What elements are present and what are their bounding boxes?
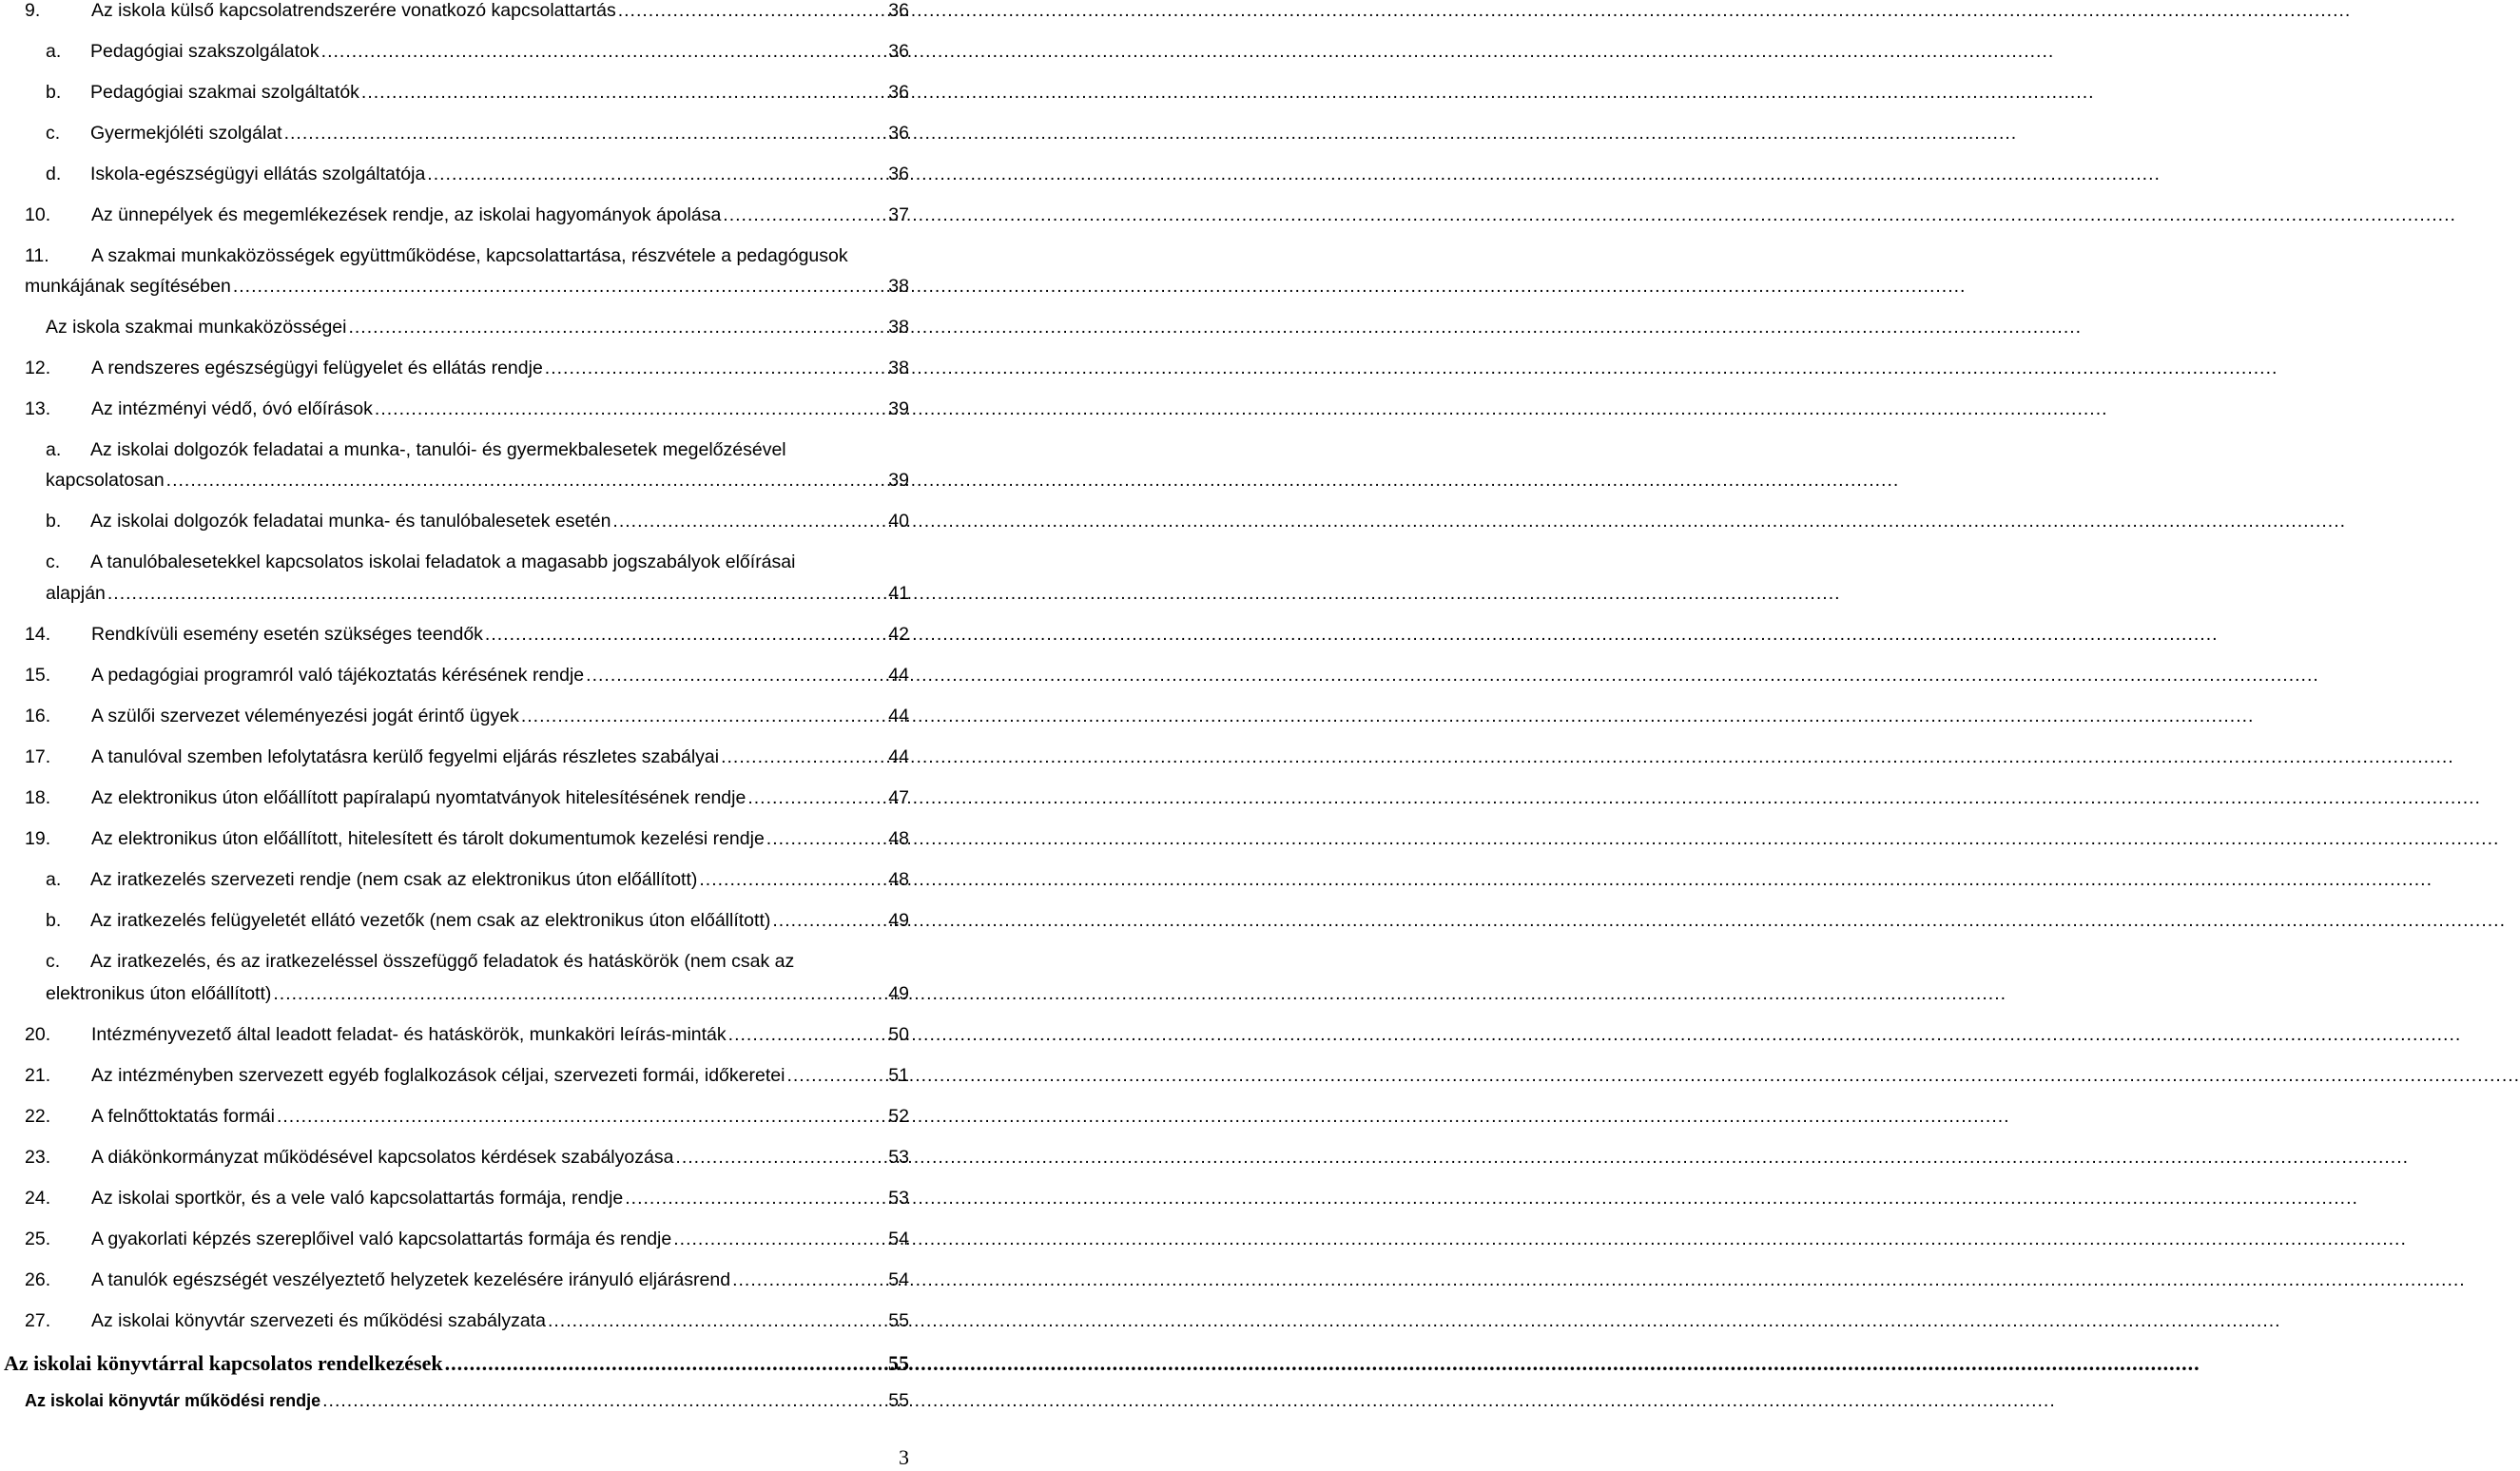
toc-page: 38 bbox=[888, 358, 909, 378]
toc-entry[interactable] bbox=[0, 398, 909, 427]
toc-page: 49 bbox=[888, 983, 909, 1004]
toc-page: 40 bbox=[888, 511, 909, 532]
toc-number: 21. bbox=[25, 1065, 51, 1086]
toc-entry[interactable] bbox=[0, 951, 909, 979]
toc-leader bbox=[612, 511, 886, 532]
toc-entry[interactable] bbox=[0, 1269, 909, 1298]
toc-leader bbox=[625, 1188, 886, 1210]
toc-title: Rendkívüli esemény esetén szükséges teendők bbox=[91, 624, 483, 645]
toc-page: 39 bbox=[888, 398, 909, 419]
toc-number: 13. bbox=[25, 398, 51, 419]
toc-title: Az intézményben szervezett egyéb foglalkozások céljai, szervezeti formái, időkeretei bbox=[91, 1065, 785, 1086]
toc-title: Az iskolai dolgozók feladatai munka- és tanulóbalesetek esetén bbox=[90, 511, 611, 532]
toc-entry[interactable] bbox=[0, 552, 909, 580]
toc-page: 50 bbox=[888, 1024, 909, 1045]
toc-page: 51 bbox=[888, 1065, 909, 1086]
toc-title: A tanulók egészségét veszélyeztető helyzetek kezelésére irányuló eljárásrend bbox=[91, 1269, 731, 1290]
toc-entry[interactable] bbox=[0, 358, 909, 386]
toc-leader bbox=[772, 910, 886, 932]
toc-leader bbox=[375, 398, 886, 420]
toc-page: 55 bbox=[888, 1310, 909, 1331]
toc-leader bbox=[548, 1310, 886, 1332]
toc-number: 20. bbox=[25, 1024, 51, 1045]
toc-entry-continuation[interactable] bbox=[0, 276, 909, 304]
toc-entry[interactable] bbox=[0, 317, 909, 345]
toc-page: 38 bbox=[888, 276, 909, 297]
toc-leader bbox=[273, 983, 886, 1005]
toc-leader bbox=[521, 706, 886, 727]
toc-page: 44 bbox=[888, 746, 909, 767]
toc-title: A diákönkormányzat működésével kapcsolatos kérdések szabályozása bbox=[91, 1147, 674, 1168]
toc-title: A felnőttoktatás formái bbox=[91, 1106, 275, 1127]
toc-number: 27. bbox=[25, 1310, 51, 1331]
toc-title: A szakmai munkaközösségek együttműködése, kapcsolattartása, részvétele a pedagógusok bbox=[91, 245, 848, 266]
toc-number: 14. bbox=[25, 624, 51, 645]
toc-page: 49 bbox=[888, 910, 909, 931]
toc-title-continued: munkájának segítésében bbox=[25, 276, 231, 297]
toc-entry[interactable] bbox=[0, 164, 909, 192]
toc-leader bbox=[485, 624, 886, 646]
toc-leader bbox=[732, 1269, 886, 1291]
toc-title: Az intézményi védő, óvó előírások bbox=[91, 398, 373, 419]
toc-entry[interactable] bbox=[0, 0, 909, 29]
toc-entry-continuation[interactable] bbox=[0, 583, 909, 611]
toc-page: 36 bbox=[888, 41, 909, 62]
toc-page: 37 bbox=[888, 204, 909, 225]
toc-page: 44 bbox=[888, 665, 909, 686]
toc-entry[interactable] bbox=[0, 746, 909, 775]
toc-entry[interactable] bbox=[0, 624, 909, 652]
toc-title: Az iskolai könyvtárral kapcsolatos rendelkezések bbox=[4, 1351, 443, 1375]
toc-leader bbox=[166, 470, 887, 492]
toc-title: Az iratkezelés, és az iratkezeléssel összefüggő feladatok és hatáskörök (nem csak az bbox=[90, 951, 795, 972]
toc-title: Az ünnepélyek és megemlékezések rendje, az iskolai hagyományok ápolása bbox=[91, 204, 722, 225]
toc-number: c. bbox=[46, 123, 61, 144]
toc-title: A gyakorlati képzés szereplőivel való kapcsolattartás formája és rendje bbox=[91, 1229, 672, 1249]
toc-entry[interactable] bbox=[0, 82, 909, 110]
toc-page: 36 bbox=[888, 164, 909, 184]
toc-page: 53 bbox=[888, 1188, 909, 1209]
toc-number: c. bbox=[46, 552, 61, 572]
toc-leader bbox=[618, 0, 887, 22]
toc-title: Az iratkezelés felügyeletét ellátó vezetők (nem csak az elektronikus úton előállított) bbox=[90, 910, 771, 931]
toc-page: 54 bbox=[888, 1269, 909, 1290]
toc-number: b. bbox=[46, 910, 62, 931]
toc-entry[interactable] bbox=[0, 910, 909, 939]
toc-page: 39 bbox=[888, 470, 909, 491]
toc-title: A tanulóval szemben lefolytatásra kerülő fegyelmi eljárás részletes szabályai bbox=[91, 746, 720, 767]
toc-number: 18. bbox=[25, 787, 51, 808]
toc-leader bbox=[277, 1106, 886, 1128]
toc-page: 52 bbox=[888, 1106, 909, 1127]
toc-heading-entry[interactable] bbox=[0, 1351, 909, 1380]
toc-number: 15. bbox=[25, 665, 51, 686]
toc-leader bbox=[322, 1390, 886, 1412]
toc-number: 24. bbox=[25, 1188, 51, 1209]
toc-leader bbox=[786, 1065, 886, 1087]
toc-title: Az iskolai sportkör, és a vele való kapcsolattartás formája, rendje bbox=[91, 1188, 624, 1209]
toc-title: Iskola-egészségügyi ellátás szolgáltatója bbox=[90, 164, 426, 184]
toc-page: 41 bbox=[888, 583, 909, 604]
toc-title: Az elektronikus úton előállított papíralapú nyomtatványok hitelesítésének rendje bbox=[91, 787, 746, 808]
toc-bold-entry[interactable] bbox=[0, 1390, 909, 1419]
toc-page: 55 bbox=[888, 1390, 909, 1411]
toc-title: Az iskolai könyvtár működési rendje bbox=[25, 1391, 321, 1410]
toc-leader bbox=[766, 828, 887, 850]
toc-entry[interactable] bbox=[0, 706, 909, 734]
toc-number: a. bbox=[46, 869, 62, 890]
toc-page: 47 bbox=[888, 787, 909, 808]
toc-number: 12. bbox=[25, 358, 51, 378]
toc-page: 36 bbox=[888, 0, 909, 21]
toc-title: Pedagógiai szakszolgálatok bbox=[90, 41, 320, 62]
toc-number: d. bbox=[46, 164, 62, 184]
toc-title: A tanulóbalesetekkel kapcsolatos iskolai feladatok a magasabb jogszabályok előírásai bbox=[90, 552, 796, 572]
toc-leader bbox=[586, 665, 886, 687]
toc-number: 23. bbox=[25, 1147, 51, 1168]
toc-leader bbox=[348, 317, 886, 339]
toc-number: a. bbox=[46, 439, 62, 460]
toc-page: 48 bbox=[888, 869, 909, 890]
toc-leader bbox=[427, 164, 886, 185]
toc-leader bbox=[321, 41, 887, 63]
toc-entry[interactable] bbox=[0, 439, 909, 468]
toc-entry[interactable] bbox=[0, 1188, 909, 1216]
toc-entry[interactable] bbox=[0, 1229, 909, 1257]
toc-entry[interactable] bbox=[0, 245, 909, 274]
toc-title: Intézményvezető által leadott feladat- és hatáskörök, munkaköri leírás-minták bbox=[91, 1024, 727, 1045]
toc-number: 22. bbox=[25, 1106, 51, 1127]
toc-leader bbox=[673, 1229, 886, 1250]
toc-number: 25. bbox=[25, 1229, 51, 1249]
toc-title: Az iskola szakmai munkaközösségei bbox=[46, 317, 347, 338]
toc-page: 38 bbox=[888, 317, 909, 338]
toc-number: 11. bbox=[25, 245, 49, 266]
page-number: 3 bbox=[899, 1445, 909, 1469]
toc-entry[interactable] bbox=[0, 41, 909, 69]
toc-number: b. bbox=[46, 82, 62, 103]
toc-leader bbox=[361, 82, 886, 104]
toc-leader bbox=[284, 123, 887, 145]
toc-page: 54 bbox=[888, 1229, 909, 1249]
toc-page: 42 bbox=[888, 624, 909, 645]
toc-page: 55 bbox=[888, 1351, 909, 1375]
toc-leader bbox=[723, 204, 886, 226]
toc-title: Az iratkezelés szervezeti rendje (nem csak az elektronikus úton előállított) bbox=[90, 869, 698, 890]
toc-title: A pedagógiai programról való tájékoztatás kérésének rendje bbox=[91, 665, 585, 686]
toc-title: Pedagógiai szakmai szolgáltatók bbox=[90, 82, 359, 103]
toc-leader bbox=[445, 1351, 886, 1376]
toc-number: b. bbox=[46, 511, 62, 532]
toc-title: A szülői szervezet véleményezési jogát érintő ügyek bbox=[91, 706, 519, 726]
toc-title-continued: kapcsolatosan bbox=[46, 470, 165, 491]
toc-number: 9. bbox=[25, 0, 41, 21]
toc-entry[interactable] bbox=[0, 1310, 909, 1339]
toc-leader bbox=[728, 1024, 887, 1046]
toc-entry-continuation[interactable] bbox=[0, 470, 909, 498]
toc-entry[interactable] bbox=[0, 204, 909, 233]
toc-leader bbox=[107, 583, 886, 605]
toc-number: 17. bbox=[25, 746, 51, 767]
toc-leader bbox=[675, 1147, 886, 1169]
toc-page: 36 bbox=[888, 123, 909, 144]
toc-title: Az iskolai dolgozók feladatai a munka-, tanulói- és gyermekbalesetek megelőzésével bbox=[90, 439, 786, 460]
toc-entry[interactable] bbox=[0, 869, 909, 898]
toc-leader bbox=[699, 869, 886, 891]
toc-title: Az iskolai könyvtár szervezeti és működési szabályzata bbox=[91, 1310, 546, 1331]
toc-entry[interactable] bbox=[0, 1147, 909, 1175]
toc-title-continued: elektronikus úton előállított) bbox=[46, 983, 272, 1004]
toc-title: Az iskola külső kapcsolatrendszerére vonatkozó kapcsolattartás bbox=[91, 0, 616, 21]
toc-entry[interactable] bbox=[0, 511, 909, 539]
toc-entry[interactable] bbox=[0, 828, 909, 857]
toc-entry[interactable] bbox=[0, 665, 909, 693]
toc-page: 48 bbox=[888, 828, 909, 849]
toc-entry[interactable] bbox=[0, 1106, 909, 1134]
toc-number: 16. bbox=[25, 706, 51, 726]
toc-leader bbox=[721, 746, 886, 768]
toc-page: 53 bbox=[888, 1147, 909, 1168]
toc-leader bbox=[747, 787, 886, 809]
toc-entry[interactable] bbox=[0, 123, 909, 151]
toc-number: 26. bbox=[25, 1269, 51, 1290]
toc-leader bbox=[545, 358, 887, 379]
toc-title: Gyermekjóléti szolgálat bbox=[90, 123, 282, 144]
toc-entry[interactable] bbox=[0, 1024, 909, 1053]
toc-title-continued: alapján bbox=[46, 583, 106, 604]
toc-title: A rendszeres egészségügyi felügyelet és ellátás rendje bbox=[91, 358, 543, 378]
toc-entry[interactable] bbox=[0, 1065, 909, 1094]
toc-leader bbox=[233, 276, 886, 298]
toc-entry-continuation[interactable] bbox=[0, 983, 909, 1012]
toc-page: 36 bbox=[888, 82, 909, 103]
toc-entry[interactable] bbox=[0, 787, 909, 816]
toc-page: 44 bbox=[888, 706, 909, 726]
toc-number: 10. bbox=[25, 204, 51, 225]
toc-title: Az elektronikus úton előállított, hitelesített és tárolt dokumentumok kezelési rendje bbox=[91, 828, 765, 849]
toc-number: a. bbox=[46, 41, 62, 62]
toc-number: c. bbox=[46, 951, 61, 972]
toc-number: 19. bbox=[25, 828, 51, 849]
